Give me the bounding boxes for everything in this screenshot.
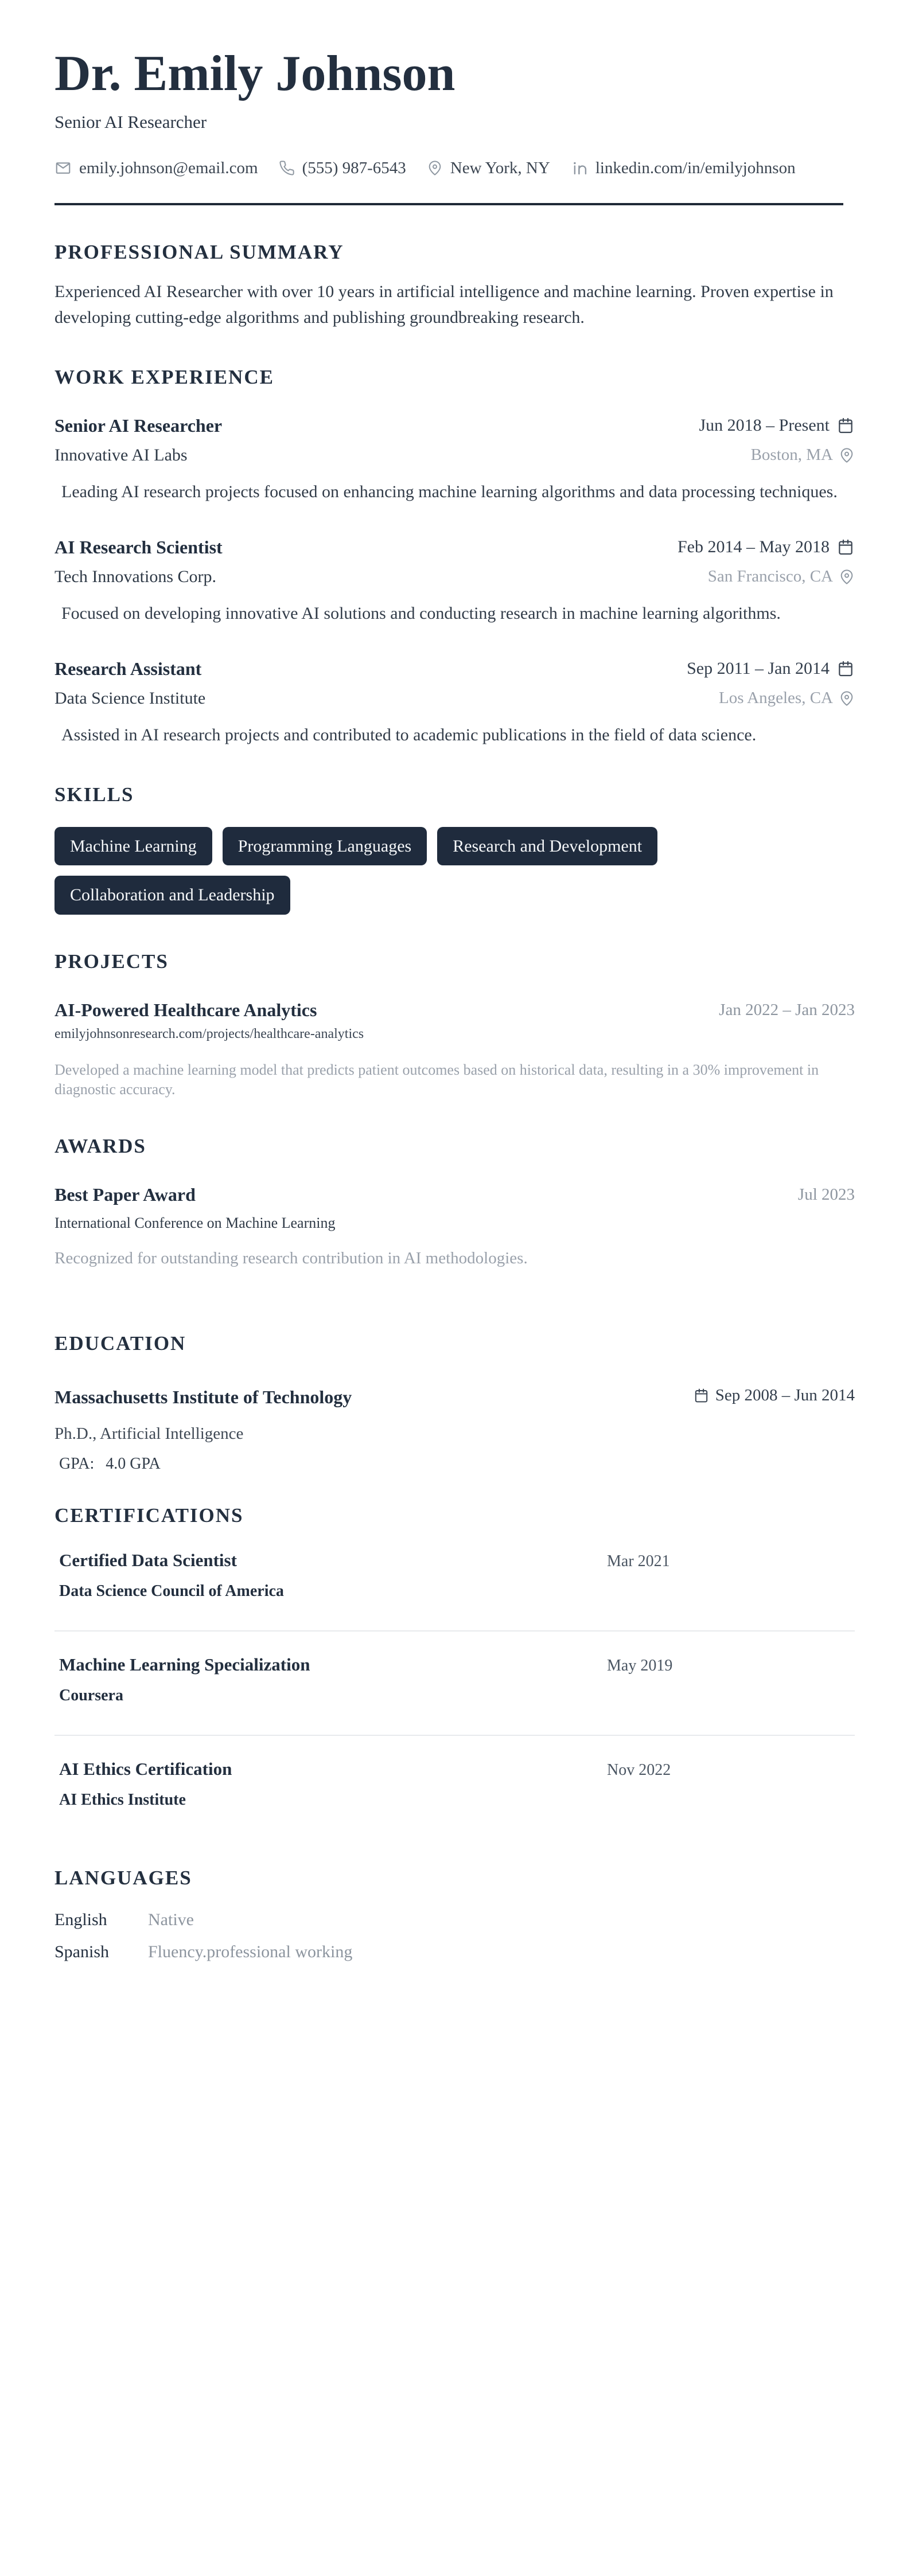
certification-organization: Data Science Council of America: [59, 1582, 284, 1600]
contact-phone: [279, 159, 406, 178]
section-work-experience: [54, 366, 855, 748]
education-dates-text: Sep 2008 – Jun 2014: [715, 1385, 855, 1404]
job-dates: [699, 416, 855, 435]
person-job-title: Senior AI Researcher: [54, 111, 207, 132]
calendar-icon: [836, 659, 855, 678]
section-languages: [54, 1867, 855, 1962]
phone-icon: [279, 160, 295, 176]
job-company: Innovative AI Labs: [54, 445, 188, 465]
gpa-label: GPA:: [59, 1454, 95, 1473]
project-name: AI-Powered Healthcare Analytics: [54, 999, 317, 1020]
certification-name: AI Ethics Certification: [59, 1758, 232, 1779]
skill-pill: Research and Development: [437, 827, 657, 866]
header-divider: [54, 203, 843, 205]
contact-location: [427, 159, 550, 178]
job-location: [719, 689, 855, 708]
location-pin-icon: [839, 569, 855, 585]
job-location: [708, 567, 855, 586]
section-education: [54, 1332, 855, 1473]
award-name: Best Paper Award: [54, 1184, 196, 1205]
location-pin-icon: [427, 160, 443, 176]
skill-pills: [54, 827, 855, 915]
awards-heading: AWARDS: [54, 1134, 146, 1157]
certifications-heading: CERTIFICATIONS: [54, 1504, 244, 1527]
language-level: Fluency.professional working: [148, 1942, 353, 1961]
job-company: Data Science Institute: [54, 688, 206, 708]
contact-linkedin: [571, 159, 796, 178]
certification-date: Mar 2021: [607, 1552, 670, 1570]
calendar-icon: [836, 416, 855, 435]
project-dates: Jan 2022 – Jan 2023: [719, 1000, 855, 1019]
work-heading: WORK EXPERIENCE: [54, 365, 274, 388]
linkedin-icon: [571, 159, 588, 177]
skill-pill: Collaboration and Leadership: [54, 876, 290, 915]
language-row: [54, 1942, 855, 1962]
section-projects: [54, 950, 855, 1099]
award-description: Recognized for outstanding research contribution in AI methodologies.: [54, 1248, 528, 1267]
job-dates-text: Jun 2018 – Present: [699, 416, 830, 435]
job-location-text: Los Angeles, CA: [719, 689, 833, 708]
language-level: Native: [148, 1910, 194, 1929]
skill-pill: Machine Learning: [54, 827, 212, 866]
job-dates: [687, 659, 855, 678]
section-certifications: [54, 1504, 855, 1809]
education-gpa: [54, 1455, 855, 1473]
certification-date: May 2019: [607, 1656, 673, 1675]
job-location-text: Boston, MA: [750, 446, 833, 465]
contact-phone-text: (555) 987-6543: [302, 158, 406, 177]
certification-divider: [54, 1630, 855, 1632]
location-pin-icon: [839, 690, 855, 707]
job-dates-text: Sep 2011 – Jan 2014: [687, 659, 830, 678]
calendar-icon: [693, 1387, 710, 1404]
skill-pill: Programming Languages: [223, 827, 427, 866]
job-location-text: San Francisco, CA: [707, 567, 833, 586]
section-skills: [54, 783, 855, 915]
skills-heading: SKILLS: [54, 783, 134, 806]
calendar-icon: [836, 538, 855, 556]
job-dates-text: Feb 2014 – May 2018: [678, 537, 830, 557]
job-entry: [54, 537, 855, 626]
job-company: Tech Innovations Corp.: [54, 567, 217, 586]
language-list: [54, 1910, 855, 1962]
certification-organization: Coursera: [59, 1686, 123, 1704]
award-organization: International Conference on Machine Learning: [54, 1214, 336, 1231]
project-description: Developed a machine learning model that predicts patient outcomes based on historical data, resulting in a 30% improvement in diagnostic accuracy.: [54, 1061, 819, 1098]
contact-email: [54, 159, 258, 178]
mail-icon: [54, 159, 72, 177]
project-url: emilyjohnsonresearch.com/projects/healthcare-analytics: [54, 1026, 364, 1041]
summary-heading: PROFESSIONAL SUMMARY: [54, 240, 344, 263]
gpa-value: 4.0 GPA: [106, 1454, 161, 1473]
project-entry: [54, 1000, 855, 1099]
certification-name: Machine Learning Specialization: [59, 1654, 310, 1675]
section-professional-summary: [54, 241, 855, 330]
job-title: Senior AI Researcher: [54, 415, 223, 436]
contact-row: [54, 159, 855, 178]
certification-divider: [54, 1735, 855, 1736]
job-location: [751, 446, 855, 465]
job-entry: [54, 658, 855, 748]
language-name: English: [54, 1910, 107, 1929]
language-name: Spanish: [54, 1942, 110, 1961]
award-entry: [54, 1184, 855, 1268]
certification-organization: AI Ethics Institute: [59, 1790, 186, 1809]
languages-heading: LANGUAGES: [54, 1866, 192, 1889]
resume-header: [54, 46, 855, 205]
education-heading: EDUCATION: [54, 1332, 186, 1355]
job-description: Focused on developing innovative AI solutions and conducting research in machine learning algorithms.: [61, 603, 781, 623]
job-title: Research Assistant: [54, 658, 202, 679]
job-dates: [678, 537, 855, 557]
contact-linkedin-text: linkedin.com/in/emilyjohnson: [595, 158, 796, 177]
certification-entry: [54, 1550, 855, 1601]
location-pin-icon: [839, 447, 855, 463]
education-dates: [693, 1386, 855, 1405]
job-description: Assisted in AI research projects and contributed to academic publications in the field of data science.: [61, 725, 757, 744]
summary-text: Experienced AI Researcher with over 10 years in artificial intelligence and machine learning. Proven expertise in developing cutting-edge algorithms and publishing groundbreaking research.: [54, 282, 834, 327]
education-school: Massachusetts Institute of Technology: [54, 1386, 352, 1407]
projects-heading: PROJECTS: [54, 950, 169, 973]
contact-location-text: New York, NY: [450, 158, 550, 177]
job-title: AI Research Scientist: [54, 536, 223, 557]
education-degree: Ph.D., Artificial Intelligence: [54, 1424, 244, 1443]
job-description: Leading AI research projects focused on enhancing machine learning algorithms and data processing techniques.: [61, 482, 838, 501]
certification-entry: [54, 1654, 855, 1705]
job-entry: [54, 415, 855, 505]
award-date: Jul 2023: [797, 1185, 855, 1204]
person-name: Dr. Emily Johnson: [54, 46, 456, 102]
education-entry: [54, 1381, 855, 1473]
contact-email-text: emily.johnson@email.com: [79, 158, 258, 177]
section-awards: [54, 1135, 855, 1268]
certification-entry: [54, 1759, 855, 1809]
certification-date: Nov 2022: [607, 1761, 671, 1779]
language-row: [54, 1910, 855, 1930]
certification-name: Certified Data Scientist: [59, 1549, 237, 1570]
